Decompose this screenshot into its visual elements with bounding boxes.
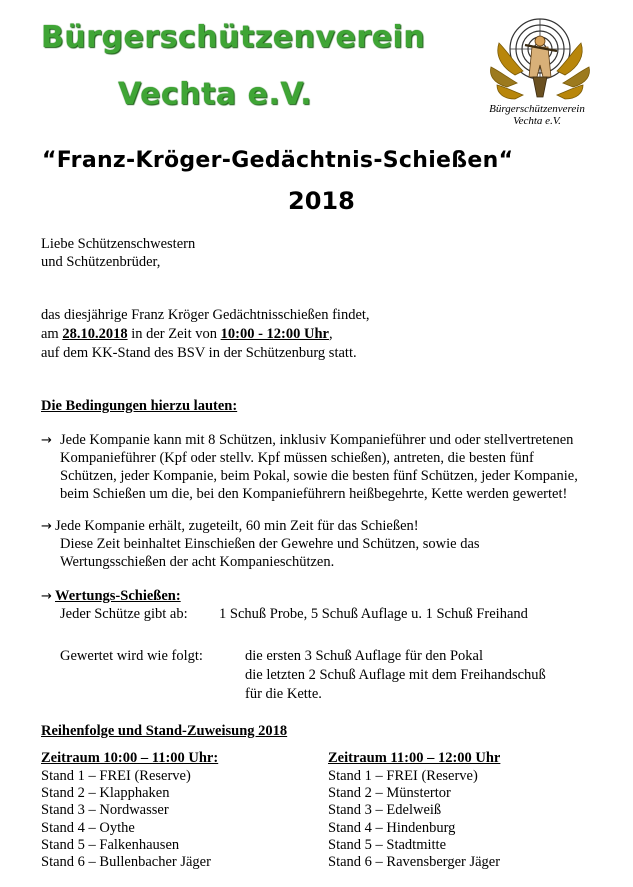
condition-1-line3: Schützen, jeder Kompanie, beim Pokal, sowie die besten fünf Schützen, jeder Kompanie, [60, 468, 578, 484]
condition-1-line4: beim Schießen um die, bei den Kompanieführern heißbegehrte, Kette werden gewertet! [60, 486, 568, 502]
shooter-emblem-icon [485, 15, 595, 115]
arrow-icon: → [41, 519, 52, 534]
logo-caption-line2: Vechta e.V. [513, 115, 561, 127]
schedule-heading: Reihenfolge und Stand-Zuweisung 2018 [41, 723, 288, 739]
event-date: 28.10.2018 [62, 326, 128, 342]
intro-suffix: , [328, 326, 333, 342]
condition-2-line2: Diese Zeit beinhaltet Einschießen der Gewehre und Schützen, sowie das [60, 536, 480, 552]
greeting-line1: Liebe Schützenschwestern [41, 236, 196, 252]
logo-caption-line1: Bürgerschützenverein [489, 103, 585, 115]
timeslot-2-stand: Stand 1 – FREI (Reserve) [328, 768, 478, 784]
scoring-label2: Gewertet wird wie folgt: [60, 648, 203, 664]
timeslot-2-stand: Stand 6 – Ravensberger Jäger [328, 854, 501, 870]
scoring-heading: Wertungs-Schießen: [55, 588, 181, 604]
conditions-heading: Die Bedingungen hierzu lauten: [41, 398, 238, 414]
scoring-value2-line2: die letzten 2 Schuß Auflage mit dem Freihandschuß [245, 667, 546, 683]
condition-2-line1: Jede Kompanie erhält, zugeteilt, 60 min Zeit für das Schießen! [55, 518, 419, 534]
logo-caption [478, 103, 596, 127]
scoring-label1: Jeder Schütze gibt ab: [60, 606, 188, 622]
intro-line1: das diesjährige Franz Kröger Gedächtnisschießen findet, [41, 307, 370, 323]
timeslot-2-stand: Stand 4 – Hindenburg [328, 820, 456, 836]
arrow-icon: → [41, 589, 52, 604]
condition-1-line1: Jede Kompanie kann mit 8 Schützen, inklusiv Kompanieführer und oder stellvertretenen [60, 432, 574, 448]
timeslot-1-stand: Stand 4 – Oythe [41, 820, 135, 836]
intro-line3: auf dem KK-Stand des BSV in der Schützenburg statt. [41, 345, 357, 361]
timeslot-1-title: Zeitraum 10:00 – 11:00 Uhr: [41, 750, 219, 766]
club-name-line2: Vechta e.V. [118, 77, 313, 112]
timeslot-2-title: Zeitraum 11:00 – 12:00 Uhr [328, 750, 501, 766]
club-logo [485, 15, 595, 115]
intro-prefix: am [41, 326, 63, 342]
greeting-line2: und Schützenbrüder, [41, 254, 161, 270]
arrow-icon: → [41, 433, 52, 448]
event-time: 10:00 - 12:00 Uhr [220, 326, 329, 342]
timeslot-1-stand: Stand 5 – Falkenhausen [41, 837, 180, 853]
scoring-value2-line3: für die Kette. [245, 686, 322, 702]
scoring-value2-line1: die ersten 3 Schuß Auflage für den Pokal [245, 648, 483, 664]
event-title: “Franz-Kröger-Gedächtnis-Schießen“ [42, 148, 514, 173]
condition-1-line2: Kompanieführer (Kpf oder stellv. Kpf müssen schießen), antreten, die besten fünf [60, 450, 534, 466]
intro-mid: in der Zeit von [127, 326, 221, 342]
timeslot-2-stand: Stand 2 – Münstertor [328, 785, 451, 801]
intro-line2 [41, 326, 333, 343]
club-name-line1: Bürgerschützenverein [41, 20, 426, 55]
timeslot-1-stand: Stand 6 – Bullenbacher Jäger [41, 854, 211, 870]
timeslot-1-stand: Stand 2 – Klapphaken [41, 785, 170, 801]
event-year: 2018 [288, 187, 355, 215]
condition-2-line3: Wertungsschießen der acht Kompanieschützen. [60, 554, 335, 570]
scoring-value1: 1 Schuß Probe, 5 Schuß Auflage u. 1 Schuß Freihand [219, 606, 528, 622]
timeslot-2-stand: Stand 3 – Edelweiß [328, 802, 442, 818]
timeslot-2-stand: Stand 5 – Stadtmitte [328, 837, 447, 853]
timeslot-1-stand: Stand 1 – FREI (Reserve) [41, 768, 191, 784]
timeslot-1-stand: Stand 3 – Nordwasser [41, 802, 169, 818]
